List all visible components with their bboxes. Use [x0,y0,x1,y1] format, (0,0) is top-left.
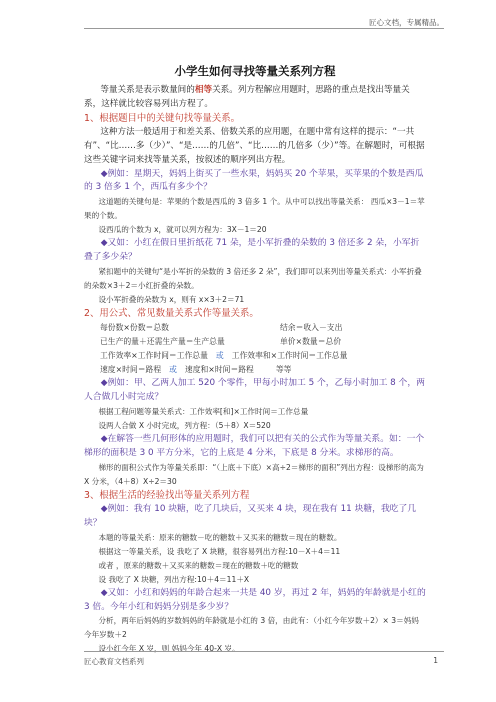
formula-row [84,335,426,349]
example-6-setup: 设小红今年 X 岁，则 妈妈今年 40-X 岁。 [98,644,240,654]
header-divider [84,28,444,29]
formula-item: 每份数×份数＝总数 [100,323,169,333]
formula-item: 单价×数量＝总价 [280,337,342,347]
formula-row [84,321,426,335]
formula-or: 或 [169,365,177,375]
example-1: ◆例如：星期天，妈妈上街买了一些水果，妈妈买 20 个苹果，买苹果的个数是西瓜的 3 倍多 1 个，西瓜有多少个？ [84,168,424,193]
formula-item: 等等 [275,365,292,375]
example-4: ◆在解答一些几何形体的应用题时，我们可以把有关的公式作为等量关系。如：一个梯形的面积是 3 0 平方分米，它的上底是 4 分米，下底是 8 分米。求梯形的高。 [84,433,425,458]
example-4-analysis: 梯形的面积公式作为等量关系即：“（上底＋下底）×高÷2＝梯形的面积”列出方程：设梯形的高为 X 分米，（4＋8）X÷2＝30 [84,462,424,486]
example-1-equation: 设西瓜的个数为 x，就可以列方程为：3X－1＝20 [98,225,267,235]
example-3: ◆例如：甲、乙两人加工 520 个零件，甲每小时加工 5 个，乙每小时加工 8 个，两人合做几小时完成？ [84,378,425,403]
page-header-text: 匠心文档，专属精品。 [369,18,444,27]
formula-item: 已生产的量＋还需生产量＝生产总量 [100,337,225,347]
formula-item: 速度和×时间＝路程 [184,365,254,375]
footer-divider [84,651,444,652]
intro-text-a: 等量关系是表示数量间的 [100,85,195,95]
example-1-analysis: 这道题的关键句是：苹果的个数是西瓜的 3 倍多 1 个。从中可以找出等量关系： 西瓜×3－1＝苹果的个数。 [84,197,425,221]
example-6: ◆又如：小红和妈妈的年龄合起来一共是 40 岁，再过 2 年，妈妈的年龄就是小红的 3 倍。今年小红和妈妈分别是多少岁？ [84,587,426,612]
example-6-analysis: 分析，两年后妈妈的岁数妈妈的年龄就是小红的 3 倍，由此有：（小红今年岁数＋2）× 3＝妈妈今年岁数＋2 [84,616,419,640]
formula-item: 工作效率和×工作时间＝工作总量 [231,351,348,361]
section-heading-3: 3、根据生活的经验找出等量关系列方程 [84,489,250,501]
example-5-alt: 或者 ，原来的糖数＋又买来的糖数＝现在的糖数＋吃的糖数 [98,560,299,570]
section-heading-2: 2、用公式、常见数量关系式作等量关系。 [84,308,259,320]
footer-text: 匠心教育文档系列 [84,657,144,666]
page-title: 小学生如何寻找等量关系列方程 [174,64,336,78]
page-number: 1 [433,656,438,665]
example-3-analysis: 根据工程问题等量关系式：工作效率[和]×工作时间＝工作总量 [98,406,309,416]
formula-row [84,349,426,363]
example-3-equation: 设两人合做 X 小时完成，列方程：（5＋8）X＝520 [98,420,271,430]
intro-paragraph [84,84,426,112]
formula-item: 结余＝收入－支出 [280,323,343,333]
example-2-analysis: 紧扣题中的关键句“是小军折的朵数的 3 倍还多 2 朵”，我们即可以来列出等量关系式：小军折叠的朵数×3＋2＝小红折叠的朵数。 [84,267,422,291]
example-5: ◆例如：我有 10 块糖，吃了几块后，又买来 4 块，现在我有 11 块糖，我吃了几块？ [84,503,417,528]
formula-or: 或 [215,351,224,361]
section-1-paragraph: 这种方法一般适用于和差关系、倍数关系的应用题，在题中常有这样的提示：“一共有”、“比……多（少）”、“是……的几倍”、“比……的几倍多（少）”等。在解题时，可根据这些关键字词来找等量关系，按叙述的顺序列出方程。 [84,126,425,165]
intro-text-b: 关系。列方程解应用题时，思路的重点是找出等量关系，这样就比较容易列出方程了。 [84,85,410,109]
example-2-equation: 设小军折叠的朵数为 x，则有 x×3＋2＝71 [98,295,245,305]
example-5-equation: 根据这一等量关系，设 我吃了 X 块糖，很容易列出方程:10－X＋4＝11 [98,546,341,556]
example-2: ◆又如：小红在假日里折纸花 71 朵，是小军折叠的朵数的 3 倍还多 2 朵，小军折叠了多少朵？ [84,238,420,263]
formula-row [84,363,426,377]
document-body [84,63,426,656]
section-heading-1: 1、根据题目中的关键句找等量关系。 [84,112,240,124]
intro-highlight: 相等 [194,85,213,95]
formula-item: 速度×时间＝路程 [100,365,162,375]
example-5-alt-equation: 设 我吃了 X 块糖，列出方程:10＋4＝11＋X [98,574,250,584]
formula-item: 工作效率×工作时间＝工作总量 [100,351,208,361]
example-5-analysis: 本题的等量关系：原来的糖数－吃的糖数＋又买来的糖数＝现在的糖数。 [98,532,342,542]
